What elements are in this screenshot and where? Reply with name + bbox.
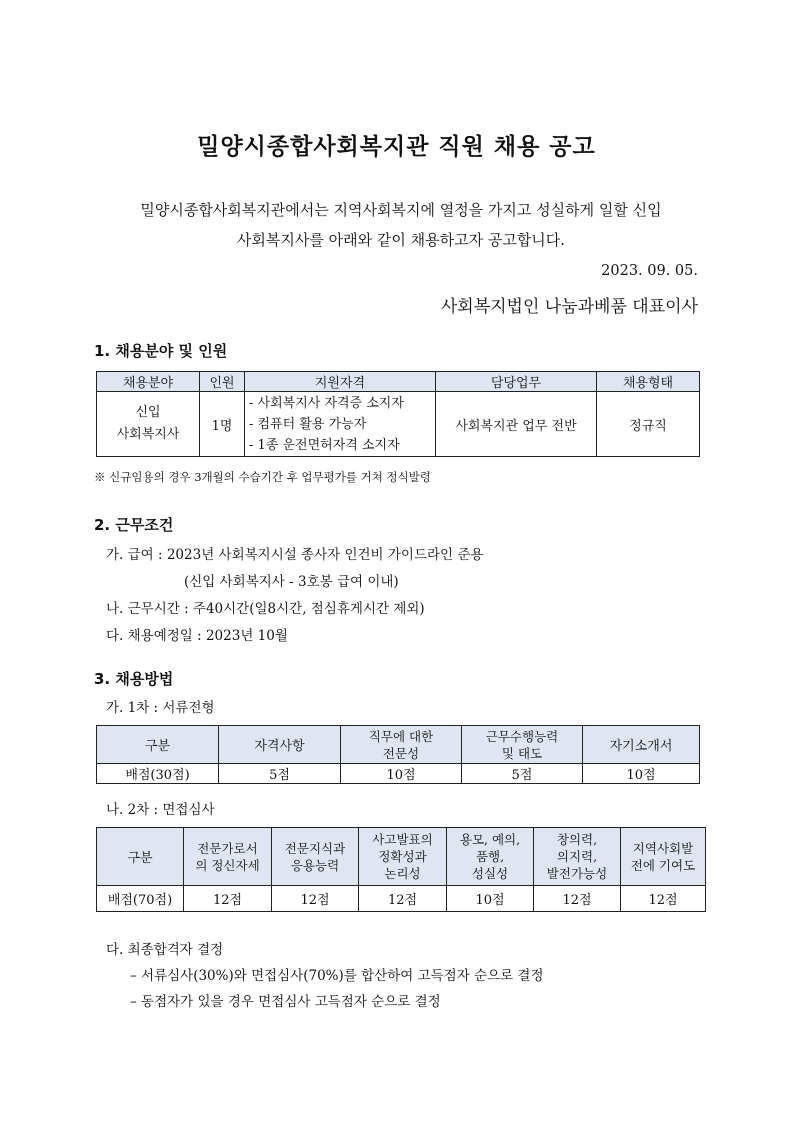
header-line: 의 정신자세 [195,857,260,873]
field-line: 신입 [135,405,161,420]
table-cell: 12점 [621,886,706,912]
table-cell: 12점 [272,886,359,912]
condition-start-date: 다. 채용예정일 : 2023년 10월 [106,628,288,644]
header-line: 전문성 [382,745,420,761]
header-line: 응용능력 [290,857,340,873]
table-cell: 10점 [583,764,700,784]
header-line: 의지력, [556,849,598,864]
table-header: 담당업무 [436,372,597,392]
table-header: 지원자격 [245,372,436,392]
table-cell-type: 정규직 [597,392,700,457]
table-header [184,828,272,886]
header-line: 직무에 대한 [368,728,434,744]
intro-line-2: 사회복지사를 아래와 같이 채용하고자 공고합니다. [236,231,566,249]
section2-heading: 2. 근무조건 [94,516,174,534]
interview-table [96,827,706,912]
intro-line-1: 밀양시종합사회복지관에서는 지역사회복지에 열정을 가지고 성실하게 일할 신입 [140,201,662,219]
table-header: 구분 [97,828,184,886]
table-header [621,828,706,886]
header-line: 사고발표의 [372,832,433,847]
table-header: 구분 [97,726,219,764]
table-cell: 배점(70점) [97,886,184,912]
header-line: 및 태도 [501,745,543,761]
header-line: 근무수행능력 [485,728,559,744]
header-line: 논리성 [384,866,421,881]
stage2-label: 나. 2차 : 면접심사 [106,802,215,818]
table-cell: 10점 [341,764,462,784]
table-header: 자격사항 [219,726,341,764]
table-cell: 5점 [219,764,341,784]
header-line: 성실성 [471,866,509,881]
table-cell: 12점 [359,886,447,912]
table-header [447,828,534,886]
table-cell-duties: 사회복지관 업무 전반 [436,392,597,457]
table-header: 인원 [200,372,245,392]
header-line: 전에 기여도 [630,857,696,873]
header-line: 지역사회발 [632,840,694,856]
qualification-item: - 1종 운전면허자격 소지자 [249,437,400,453]
header-line: 품행, [475,849,505,864]
final-rule-1: – 서류심사(30%)와 면접심사(70%)를 합산하여 고득점자 순으로 결정 [130,968,544,984]
page-title: 밀양시종합사회복지관 직원 채용 공고 [197,134,596,160]
stage1-label: 가. 1차 : 서류전형 [106,700,215,716]
organization-name: 사회복지법인 나눔과베품 대표이사 [440,297,698,317]
table-header: 채용분야 [97,372,200,392]
qualification-item: - 컴퓨터 활용 가능자 [249,416,367,432]
table-cell: 배점(30점) [97,764,219,784]
table-cell-field [97,392,200,457]
announcement-date: 2023. 09. 05. [601,263,698,279]
table-cell-count: 1명 [200,392,245,457]
table-header: 채용형태 [597,372,700,392]
header-line: 전문지식과 [284,840,346,856]
section1-heading: 1. 채용분야 및 인원 [94,342,228,360]
table-header [534,828,621,886]
section3-heading: 3. 채용방법 [94,670,174,688]
condition-salary-note: (신입 사회복지사 - 3호봉 급여 이내) [184,574,399,590]
table-cell: 5점 [462,764,583,784]
field-line: 사회복지사 [116,427,180,442]
table-cell: 10점 [447,886,534,912]
table-header [341,726,462,764]
table-header [272,828,359,886]
header-line: 정확성과 [378,849,427,864]
document-screening-table [96,725,700,784]
table-cell-qualifications [245,392,436,457]
header-line: 창의력, [556,832,598,847]
table-header [462,726,583,764]
table-cell: 12점 [184,886,272,912]
table-cell: 12점 [534,886,621,912]
table-header: 자기소개서 [583,726,700,764]
header-line: 발전가능성 [546,866,608,881]
final-label: 다. 최종합격자 결정 [106,942,224,958]
probation-note: ※ 신규임용의 경우 3개월의 수습기간 후 업무평가를 거쳐 정식발령 [94,470,431,484]
header-line: 용모, 예의, [459,832,521,847]
table-header [359,828,447,886]
header-line: 전문가로서 [197,840,258,856]
final-rule-2: – 동점자가 있을 경우 면접심사 고득점자 순으로 결정 [130,994,441,1010]
recruitment-table [96,371,700,457]
qualification-item: - 사회복지사 자격증 소지자 [249,395,404,411]
condition-hours: 나. 근무시간 : 주40시간(일8시간, 점심휴게시간 제외) [106,601,425,617]
condition-salary: 가. 급여 : 2023년 사회복지시설 종사자 인건비 가이드라인 준용 [106,547,484,563]
